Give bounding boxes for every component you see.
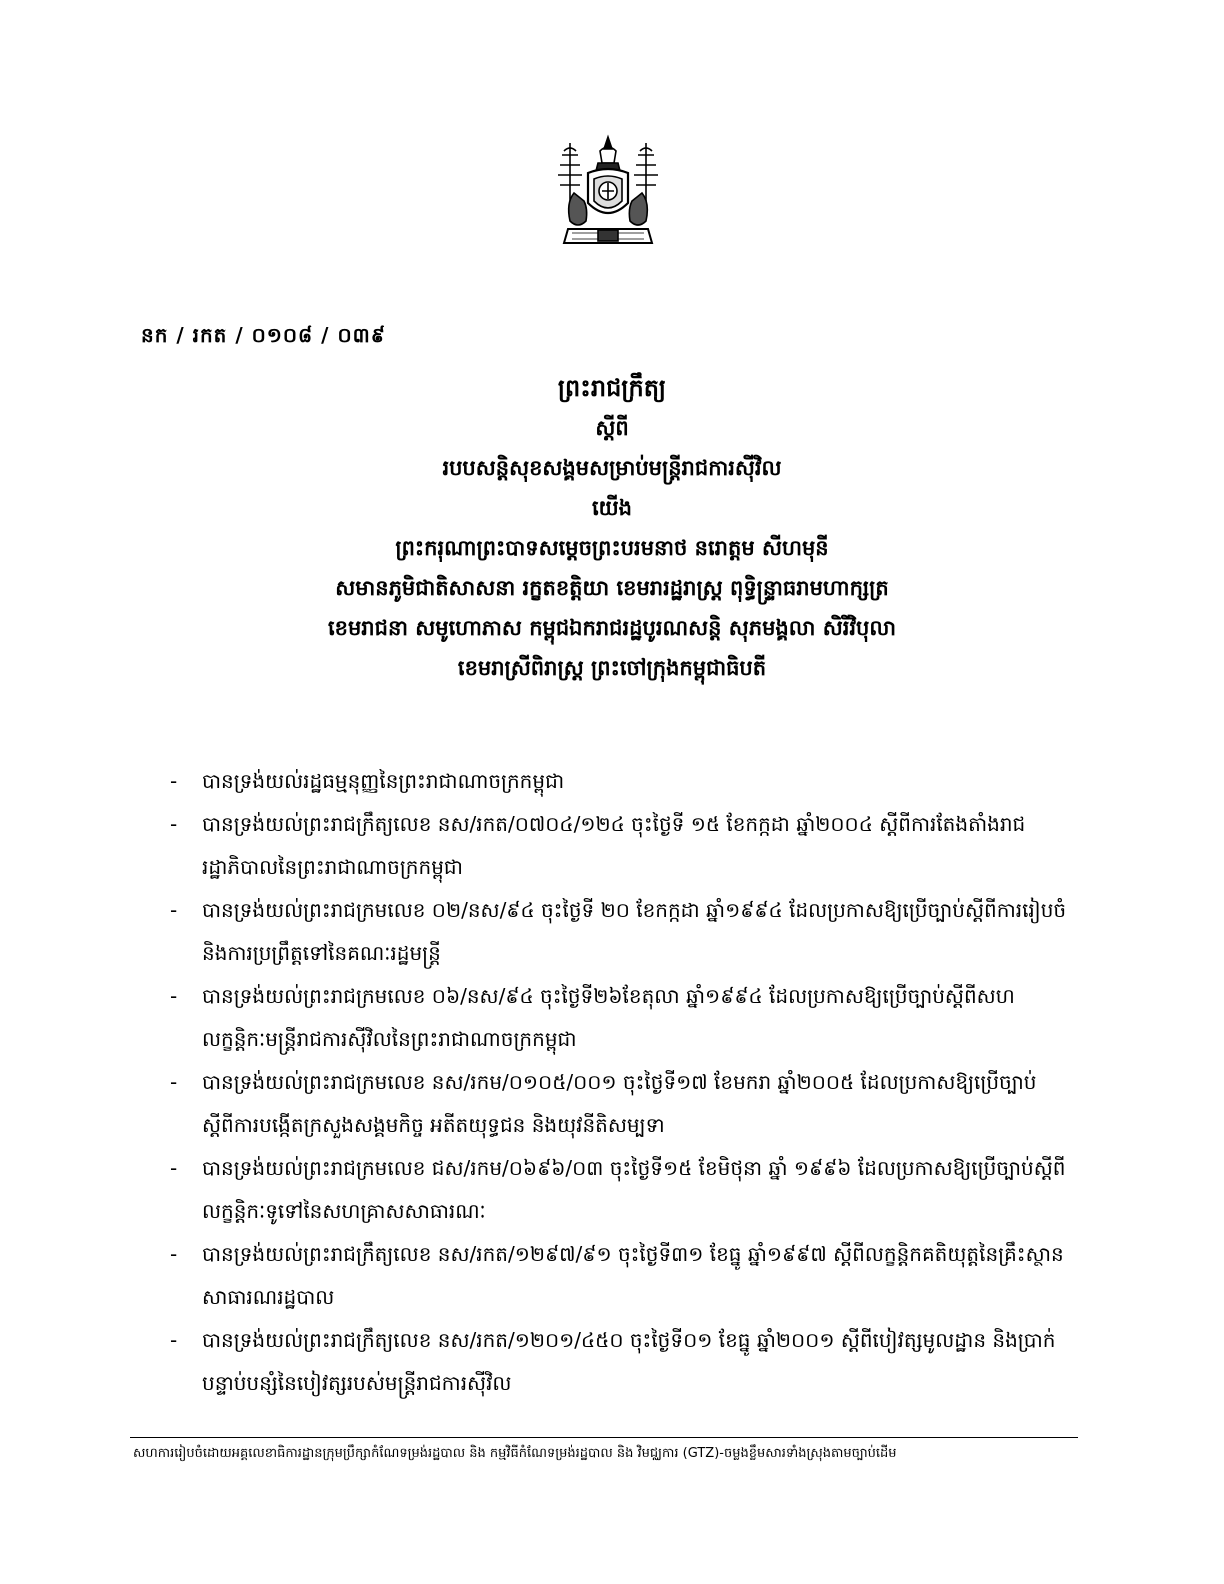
list-item-text: បានទ្រង់យល់ព្រះរាជក្រមលេខ ០៦/នស/៩៤ ចុះថ្ងៃទី២៦ខែតុលា ឆ្នាំ១៩៩៤ ដែលប្រកាសឱ្យប្រើច្បាប់ស្តីពីសហលក្ខន្តិកៈមន្ត្រីរាជការស៊ីវិលនៃព្រះរាជាណាចក្រកម្ពុជា xyxy=(202,984,1015,1051)
decree-subject: របបសន្តិសុខសង្គមសម្រាប់មន្ត្រីរាជការស៊ីវិល xyxy=(442,456,782,480)
list-item xyxy=(168,1233,1068,1319)
list-item xyxy=(168,760,1068,803)
list-dash: - xyxy=(170,812,178,836)
list-item xyxy=(168,1147,1068,1233)
list-item-text: បានទ្រង់យល់រដ្ឋធម្មនុញ្ញនៃព្រះរាជាណាចក្រកម្ពុជា xyxy=(202,769,565,793)
royal-emblem-icon xyxy=(548,133,668,253)
decree-about: ស្ដីពី xyxy=(595,416,629,440)
king-title-line: ខេមរាស្រីពិរាស្ត្រ ព្រះចៅក្រុងកម្ពុជាធិបតី xyxy=(457,656,767,680)
list-item-text: បានទ្រង់យល់ព្រះរាជក្រមលេខ ជស/រកម/០៦៩៦/០៣ ចុះថ្ងៃទី១៥ ខែមិថុនា ឆ្នាំ ១៩៩៦ ដែលប្រកាសឱ្យប្រើច្បាប់ស្តីពីលក្ខន្តិកៈទូទៅនៃសហគ្រាសសាធារណៈ xyxy=(202,1156,1066,1223)
list-item xyxy=(168,975,1068,1061)
footer-divider xyxy=(130,1437,1078,1438)
list-dash: - xyxy=(170,984,178,1008)
reference-number: នក / រកត / ០១០៨ / ០៣៩ xyxy=(141,323,386,347)
list-item xyxy=(168,803,1068,889)
decree-heading xyxy=(0,368,1224,688)
list-dash: - xyxy=(170,898,178,922)
decree-title: ព្រះរាជក្រឹត្យ xyxy=(557,374,667,402)
list-dash: - xyxy=(170,769,178,793)
list-dash: - xyxy=(170,1070,178,1094)
list-item xyxy=(168,1319,1068,1405)
list-item-text: បានទ្រង់យល់ព្រះរាជក្រមលេខ នស/រកម/០១០៥/០០១ ចុះថ្ងៃទី១៧ ខែមករា ឆ្នាំ២០០៥ ដែលប្រកាសឱ្យប្រើច្បាប់ស្តីពីការបង្កើតក្រសួងសង្គមកិច្ច អតីតយុទ្ធជន និងយុវនីតិសម្បទា xyxy=(202,1070,1037,1137)
list-item xyxy=(168,889,1068,975)
list-item-text: បានទ្រង់យល់ព្រះរាជក្រមលេខ ០២/នស/៩៤ ចុះថ្ងៃទី ២០ ខែកក្កដា ឆ្នាំ១៩៩៤ ដែលប្រកាសឱ្យប្រើច្បាប់ស្តីពីការរៀបចំ និងការប្រព្រឹត្តទៅនៃគណៈរដ្ឋមន្ត្រី xyxy=(202,898,1067,965)
list-item-text: បានទ្រង់យល់ព្រះរាជក្រឹត្យលេខ នស/រកត/០៧០៤/១២៤ ចុះថ្ងៃទី ១៥ ខែកក្កដា ឆ្នាំ២០០៤ ស្តីពីការតែងតាំងរាជរដ្ឋាភិបាលនៃព្រះរាជាណាចក្រកម្ពុជា xyxy=(202,812,1026,879)
footer-note: សហការរៀបចំដោយអគ្គលេខាធិការដ្ឋានក្រុមប្រឹក្សាកំណែទម្រង់រដ្ឋបាល និង កម្មវិធីកំណែទម្រង់រដ្ឋបាល និង វិមជ្ឈការ (GTZ)-ចម្លងខ្លឹមសារទាំងស្រុងតាមច្បាប់ដើម xyxy=(133,1446,897,1461)
king-title-line: ព្រះករុណាព្រះបាទសម្តេចព្រះបរមនាថ នរោត្តម សីហមុនី xyxy=(395,536,829,560)
list-dash: - xyxy=(170,1328,178,1352)
decree-we: យើង xyxy=(592,496,632,520)
list-dash: - xyxy=(170,1242,178,1266)
references-list xyxy=(168,760,1068,1405)
list-item-text: បានទ្រង់យល់ព្រះរាជក្រឹត្យលេខ នស/រកត/១២៩៧/៩១ ចុះថ្ងៃទី៣១ ខែធ្នូ ឆ្នាំ១៩៩៧ ស្តីពីលក្ខន្តិកគតិយុត្តនៃគ្រឹះស្ថានសាធារណរដ្ឋបាល xyxy=(202,1242,1064,1309)
king-title-line: ខេមរាជនា សមូហោភាស កម្ពុជឯករាជរដ្ឋបូរណសន្តិ សុភមង្គលា សិរីវិបុលា xyxy=(327,616,897,640)
list-dash: - xyxy=(170,1156,178,1180)
king-title-line: សមានភូមិជាតិសាសនា រក្ខតខត្តិយា ខេមរារដ្ឋរាស្ត្រ ពុទ្ធិន្ទ្រាធរាមហាក្សត្រ xyxy=(335,576,889,600)
list-item xyxy=(168,1061,1068,1147)
list-item-text: បានទ្រង់យល់ព្រះរាជក្រឹត្យលេខ នស/រកត/១២០១/៤៥០ ចុះថ្ងៃទី០១ ខែធ្នូ ឆ្នាំ២០០១ ស្តីពីបៀវត្សមូលដ្ឋាន និងប្រាក់បន្ទាប់បន្សំនៃបៀវត្សរបស់មន្ត្រីរាជការស៊ីវិល xyxy=(202,1328,1056,1395)
